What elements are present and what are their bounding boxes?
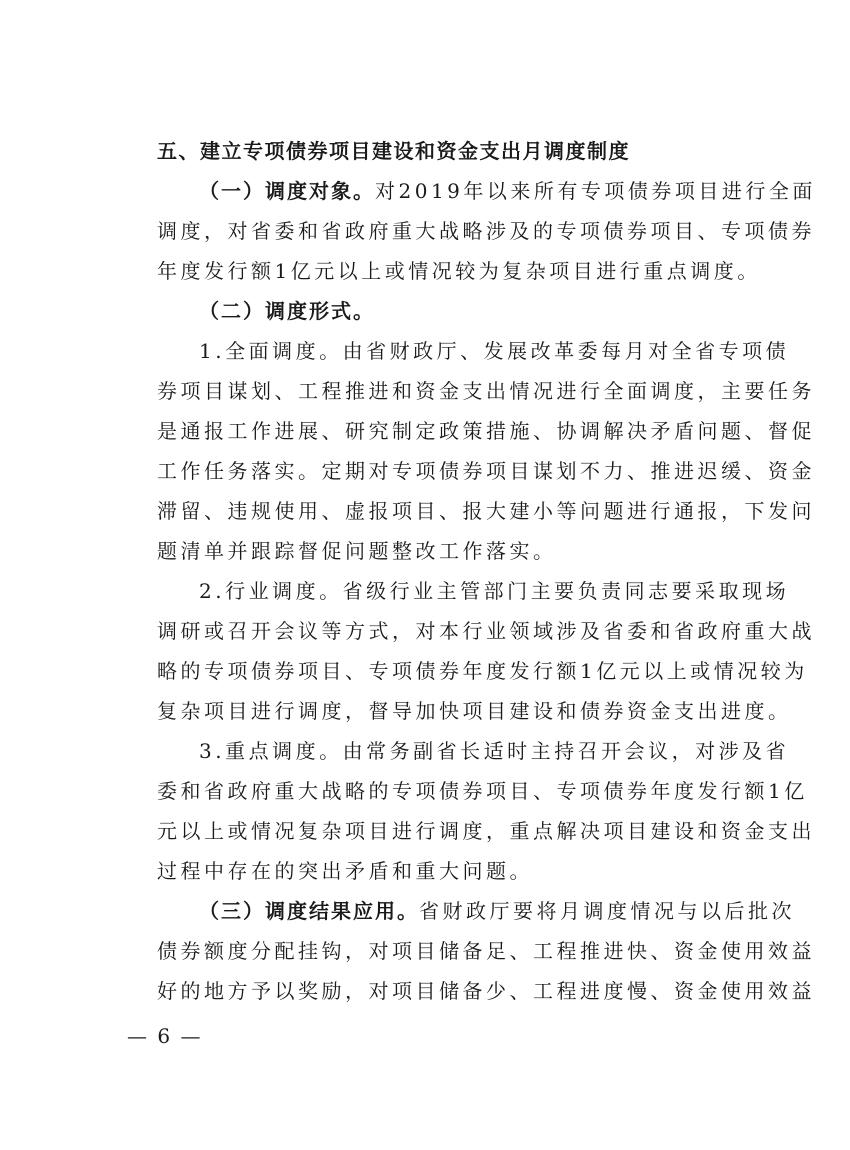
text-line: 委和省政府重大战略的专项债券项目、专项债券年度发行额1亿	[157, 779, 808, 803]
document-body	[113, 131, 816, 1011]
text-line: 3.重点调度。由常务副省长适时主持召开会议，对涉及省	[199, 739, 790, 763]
text-line: 2.行业调度。省级行业主管部门主要负责同志要采取现场	[199, 579, 790, 603]
text-run: 对2019年以来所有专项债券项目进行全面	[375, 179, 816, 203]
text-line: 好的地方予以奖励，对项目储备少、工程进度慢、资金使用效益	[157, 979, 815, 1003]
paragraph-lead: （二）调度形式。	[199, 299, 375, 323]
paragraph-dispatch-form	[113, 291, 743, 331]
text-line: 滞留、违规使用、虚报项目、报大建小等问题进行通报，下发问	[157, 499, 815, 523]
paragraph-full-dispatch	[113, 331, 815, 571]
text-line: 债券额度分配挂钩，对项目储备足、工程推进快、资金使用效益	[157, 939, 815, 963]
text-line: 是通报工作进展、研究制定政策措施、协调解决矛盾问题、督促	[157, 419, 815, 443]
text-line: 工作任务落实。定期对专项债券项目谋划不力、推进迟缓、资金	[157, 459, 815, 483]
text-line	[113, 291, 743, 331]
paragraph-lead: （一）调度对象。	[199, 179, 375, 203]
text-line: 复杂项目进行调度，督导加快项目建设和债券资金支出进度。	[157, 699, 792, 723]
text-run: 省财政厅要将月调度情况与以后批次	[419, 899, 795, 923]
text-line: 过程中存在的突出矛盾和重大问题。	[157, 859, 533, 883]
paragraph-lead: （三）调度结果应用。	[199, 899, 419, 923]
paragraph-industry-dispatch	[113, 571, 815, 731]
text-line: 1.全面调度。由省财政厅、发展改革委每月对全省专项债	[199, 339, 790, 363]
text-line: 题清单并跟踪督促问题整改工作落实。	[157, 539, 557, 563]
text-line	[113, 891, 795, 931]
text-line: 略的专项债券项目、专项债券年度发行额1亿元以上或情况较为	[157, 659, 808, 683]
section-heading: 五、建立专项债券项目建设和资金支出月调度制度	[157, 139, 630, 163]
text-line	[113, 171, 816, 211]
page-number: — 6 —	[127, 1024, 203, 1048]
text-line: 调研或召开会议等方式，对本行业领域涉及省委和省政府重大战	[157, 619, 815, 643]
text-line: 元以上或情况复杂项目进行调度，重点解决项目建设和资金支出	[157, 819, 815, 843]
text-line: 调度，对省委和省政府重大战略涉及的专项债券项目、专项债券	[157, 219, 815, 243]
text-line: 年度发行额1亿元以上或情况较为复杂项目进行重点调度。	[157, 259, 761, 283]
paragraph-key-dispatch	[113, 731, 815, 891]
text-line: 券项目谋划、工程推进和资金支出情况进行全面调度，主要任务	[157, 379, 815, 403]
paragraph-result-application	[113, 891, 815, 1011]
paragraph-dispatch-target	[113, 171, 816, 291]
